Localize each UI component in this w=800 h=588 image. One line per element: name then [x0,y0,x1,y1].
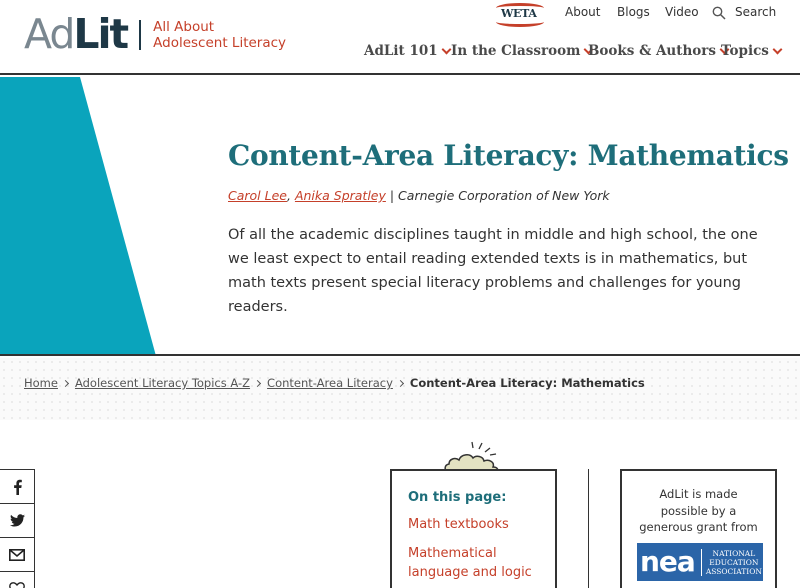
chevron-right-icon [62,379,69,386]
nav-topics[interactable] [721,43,781,59]
share-email-button[interactable] [0,537,35,572]
sponsor-text-content: AdLit is made possible by a generous grant from [639,487,758,534]
utility-link-video[interactable]: Video [665,5,699,19]
logo-divider [139,20,141,50]
article-hero [0,77,800,356]
tagline-line-1: All About [153,18,215,35]
share-facebook-button[interactable] [0,469,35,504]
nea-sub-line-2: EDUCATION [709,557,759,567]
breadcrumb-home[interactable]: Home [24,376,58,390]
search-icon[interactable] [712,6,726,20]
on-this-page-box [390,469,557,588]
source-organization: | Carnegie Corporation of New York [389,188,610,203]
breadcrumb [24,376,645,390]
facebook-icon [11,479,23,495]
nea-logo-word: nea [640,545,695,578]
utility-link-blogs[interactable]: Blogs [617,5,650,19]
nav-books-authors[interactable] [588,43,728,59]
chevron-right-icon [254,379,261,386]
social-share-bar [0,469,35,588]
weta-logo-text: WETA [501,7,537,20]
utility-link-about[interactable]: About [565,5,601,19]
author-link-anika-spratley[interactable]: Anika Spratley [294,188,386,203]
tagline-line-2: Adolescent Literacy [153,34,287,51]
weta-arc-bottom [496,17,544,27]
site-tagline [153,19,286,51]
author-separator: , [286,188,291,203]
save-favorite-button[interactable] [0,571,35,588]
breadcrumb-content-area-literacy[interactable]: Content-Area Literacy [267,376,393,390]
logo-ad: Ad [24,10,74,58]
nav-topics-label: Topics [721,43,769,59]
nav-in-the-classroom[interactable] [451,43,592,59]
hero-teal-shape [0,77,160,356]
logo-lit: Lit [73,10,128,58]
nea-logo[interactable] [637,543,763,581]
article-summary: Of all the academic disciplines taught in middle and high school, the one we least expect to entail reading extended texts is in mathematics, but math texts present special literacy problems and challenges for young readers. [228,227,758,315]
nea-sub-line-1: NATIONAL [712,548,756,558]
page-title: Content-Area Literacy: Mathematics [228,139,789,172]
breadcrumb-topics-a-z[interactable]: Adolescent Literacy Topics A-Z [74,376,251,390]
nav-books-authors-label: Books & Authors [588,43,717,59]
search-link[interactable]: Search [735,5,777,19]
toc-link-math-textbooks[interactable]: Math textbooks [408,517,509,532]
toc-link-mathematical-language[interactable]: Mathematical language and logic [408,546,532,580]
breadcrumb-current: Content-Area Literacy: Mathematics [409,376,645,390]
nea-sub-line-3: ASSOCIATION [705,566,762,576]
nav-adlit-101[interactable] [364,43,450,59]
twitter-icon [10,514,25,527]
nav-adlit-101-label: AdLit 101 [364,43,438,59]
column-divider [588,469,589,588]
email-icon [9,549,25,561]
chevron-down-icon [441,44,451,54]
nav-in-the-classroom-label: In the Classroom [451,43,581,59]
heart-icon [9,582,25,588]
on-this-page-heading: On this page: [408,490,507,505]
sponsor-text [622,486,775,536]
sponsor-box [620,469,777,588]
cloud-illustration-icon [442,440,506,472]
site-header [0,0,800,75]
site-logo[interactable] [24,10,287,58]
nea-logo-subtitle [701,549,762,576]
author-link-carol-lee[interactable]: Carol Lee [228,188,287,203]
chevron-down-icon [772,44,782,54]
weta-logo[interactable] [494,3,546,25]
chevron-right-icon [397,379,404,386]
logo-wordmark [24,10,128,58]
article-byline [228,188,610,203]
share-twitter-button[interactable] [0,503,35,538]
